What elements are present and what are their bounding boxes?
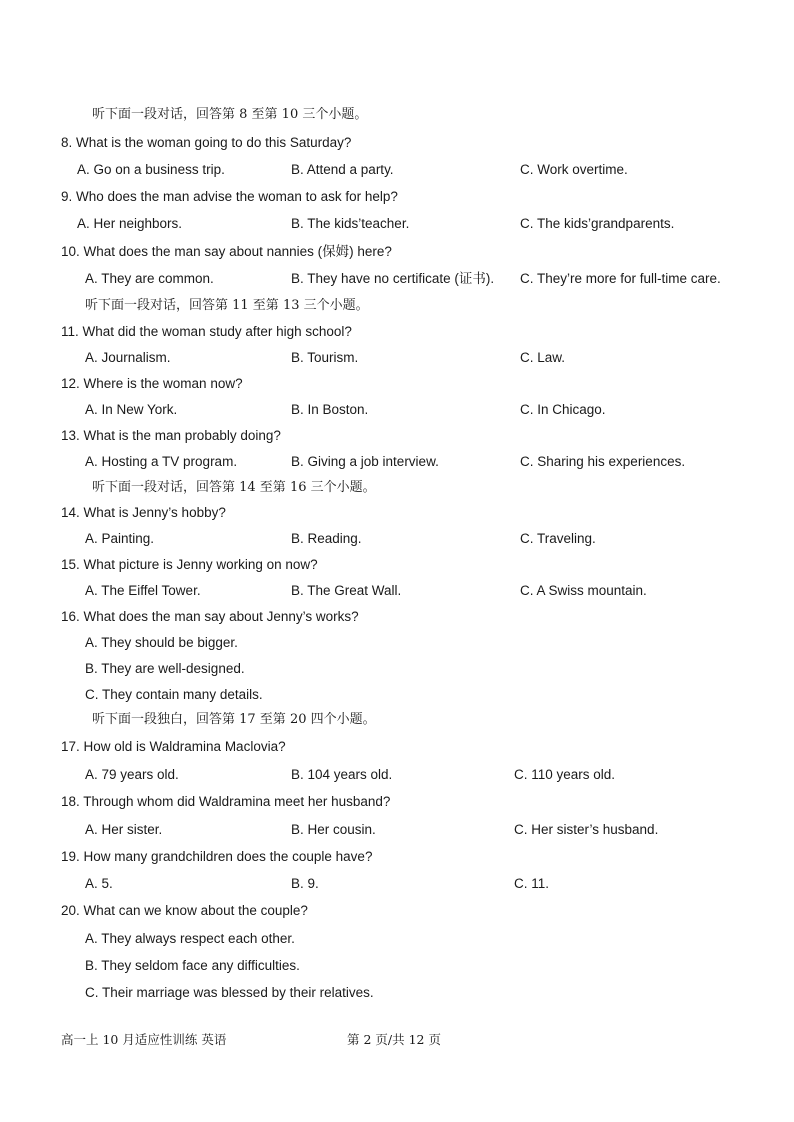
- option-c: C. 11.: [514, 876, 550, 891]
- option-b: B. Attend a party.: [291, 162, 394, 177]
- option-a: A. Her sister.: [85, 822, 163, 837]
- option-a: A. Journalism.: [85, 350, 171, 365]
- question-text: 19. How many grandchildren does the couple have?: [61, 849, 373, 864]
- section-instruction: 听下面一段对话，回答第 8 至第 10 三个小题。: [92, 107, 368, 122]
- question-text: 8. What is the woman going to do this Saturday?: [61, 135, 352, 150]
- option-b: B. Her cousin.: [291, 822, 376, 837]
- option-b: B. The kids’teacher.: [291, 216, 410, 231]
- option-a: A. They should be bigger.: [85, 635, 238, 650]
- option-a: A. 79 years old.: [85, 767, 179, 782]
- question-text: 11. What did the woman study after high school?: [61, 324, 352, 339]
- option-c: C. A Swiss mountain.: [520, 583, 647, 598]
- section-instruction: 听下面一段对话，回答第 11 至第 13 三个小题。: [85, 298, 369, 313]
- question-text: 13. What is the man probably doing?: [61, 428, 281, 443]
- footer-title: 高一上 10 月适应性训练 英语: [61, 1032, 227, 1047]
- option-a: A. They are common.: [85, 271, 214, 286]
- option-c: C. Her sister’s husband.: [514, 822, 659, 837]
- section-instruction: 听下面一段独白，回答第 17 至第 20 四个小题。: [92, 712, 376, 727]
- option-b: B. They have no certificate (证书).: [291, 271, 495, 286]
- question-text: 14. What is Jenny’s hobby?: [61, 505, 226, 520]
- option-c: C. In Chicago.: [520, 402, 606, 417]
- question-text: 15. What picture is Jenny working on now?: [61, 557, 318, 572]
- option-a: A. They always respect each other.: [85, 931, 295, 946]
- option-b: B. They are well-designed.: [85, 661, 245, 676]
- option-c: C. 110 years old.: [514, 767, 616, 782]
- option-b: B. 104 years old.: [291, 767, 393, 782]
- option-b: B. Giving a job interview.: [291, 454, 439, 469]
- page-number: 第 2 页/共 12 页: [347, 1032, 441, 1047]
- question-text: 12. Where is the woman now?: [61, 376, 243, 391]
- option-a: A. Painting.: [85, 531, 155, 546]
- option-c: C. Traveling.: [520, 531, 596, 546]
- option-b: B. The Great Wall.: [291, 583, 402, 598]
- option-b: B. They seldom face any difficulties.: [85, 958, 300, 973]
- option-c: C. Sharing his experiences.: [520, 454, 686, 469]
- option-c: C. The kids’grandparents.: [520, 216, 675, 231]
- option-b: B. Tourism.: [291, 350, 359, 365]
- option-b: B. 9.: [291, 876, 319, 891]
- question-text: 9. Who does the man advise the woman to ask for help?: [61, 189, 398, 204]
- option-c: C. They’re more for full-time care.: [520, 271, 721, 286]
- option-c: C. They contain many details.: [85, 687, 263, 702]
- option-c: C. Work overtime.: [520, 162, 628, 177]
- question-text: 10. What does the man say about nannies (保姆) here?: [61, 244, 392, 259]
- option-c: C. Their marriage was blessed by their relatives.: [85, 985, 374, 1000]
- question-text: 20. What can we know about the couple?: [61, 903, 308, 918]
- question-text: 17. How old is Waldramina Maclovia?: [61, 739, 286, 754]
- option-b: B. Reading.: [291, 531, 362, 546]
- question-text: 16. What does the man say about Jenny’s works?: [61, 609, 359, 624]
- option-c: C. Law.: [520, 350, 566, 365]
- question-text: 18. Through whom did Waldramina meet her husband?: [61, 794, 391, 809]
- option-a: A. 5.: [85, 876, 113, 891]
- option-b: B. In Boston.: [291, 402, 369, 417]
- section-instruction: 听下面一段对话，回答第 14 至第 16 三个小题。: [92, 480, 376, 495]
- option-a: A. Her neighbors.: [77, 216, 183, 231]
- option-a: A. Go on a business trip.: [77, 162, 225, 177]
- option-a: A. The Eiffel Tower.: [85, 583, 201, 598]
- option-a: A. In New York.: [85, 402, 178, 417]
- option-a: A. Hosting a TV program.: [85, 454, 238, 469]
